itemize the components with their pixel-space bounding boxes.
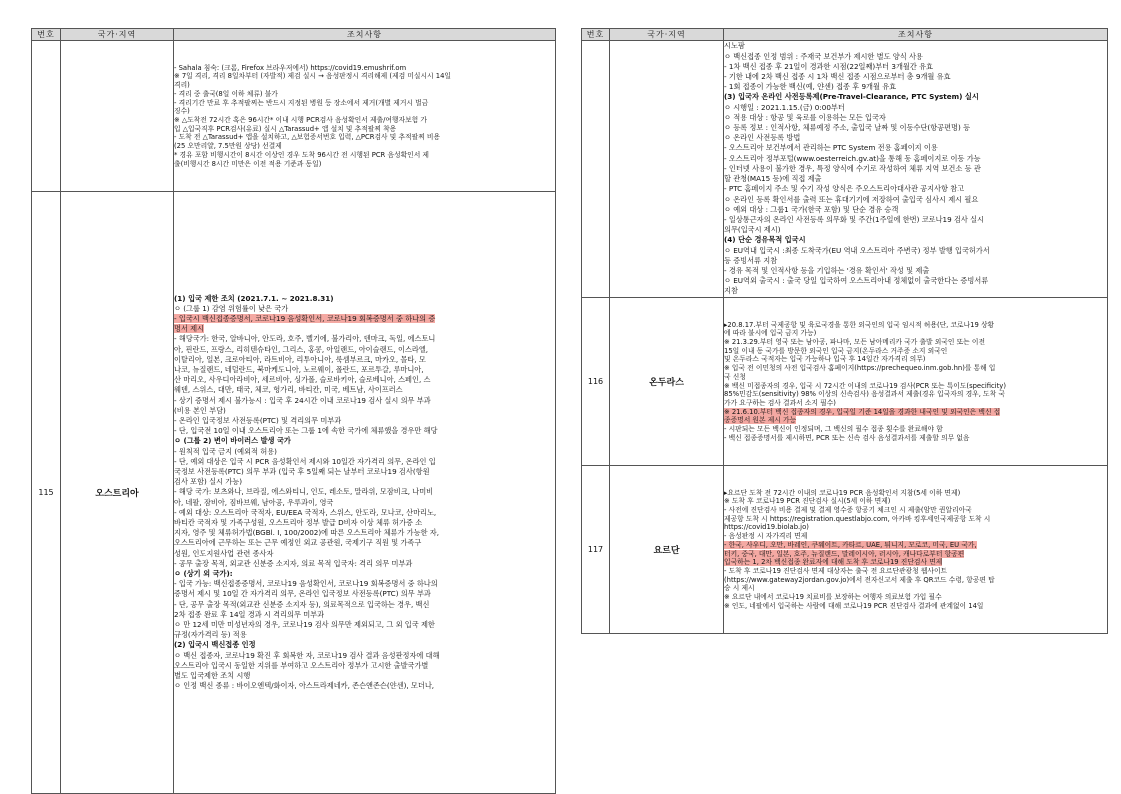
measure-line: - 1회 접종이 가능한 백신(예, 얀센) 접종 후 9개월 유효 <box>724 82 897 92</box>
measure-line-row <box>174 518 555 528</box>
row-country: 온두라스 <box>610 298 724 466</box>
measure-line: 시노팜 <box>724 41 745 51</box>
measure-line: 국 신청 <box>724 372 746 381</box>
row-num: 115 <box>32 192 61 794</box>
row-measures-cell <box>724 466 1108 634</box>
measure-line-row <box>724 113 1107 123</box>
table-header-row <box>32 29 556 41</box>
measure-line-row <box>724 515 1107 524</box>
table-header-row <box>582 29 1108 41</box>
measure-line: (https://www.gateway2jordan.gov.jo)에서 전자신고서 제출 후 QR코드 수령, 항공편 탑 <box>724 575 995 584</box>
measure-line-row <box>174 324 555 334</box>
measure-line-row <box>724 82 1107 92</box>
measure-line: 입 △입국직후 PCR검사(유료) 실시 △Tarassud+ 앱 설치 및 추적팔찌 착용 <box>174 124 397 133</box>
measure-line-row <box>174 538 555 548</box>
measure-line: 격리) <box>174 81 190 90</box>
measure-line: ※ 입국 전 이민청의 사전 입국검사 홈페이지(https://prechequeo.inm.gob.hn)를 통해 입 <box>724 364 996 373</box>
measure-line-row <box>724 541 1107 550</box>
measure-line-row <box>724 506 1107 515</box>
measure-line: - Sahala 침숙: (크롬, Firefox 브라우저에서) https://covid19.emushrif.om <box>174 63 407 72</box>
measure-line-row <box>174 630 555 640</box>
measure-line-row <box>724 347 1107 356</box>
measure-line: - 해당국가: 한국, 알바니아, 안도라, 호주, 벨기에, 불가리아, 덴마크, 독일, 에스토니 <box>174 334 436 344</box>
measure-line: 성원, 인도지원사업 관련 종사자 <box>174 548 274 558</box>
row-num: 116 <box>582 298 610 466</box>
measure-line: ▸20.8.17.부터 국제공항 및 육로국경을 통한 외국인의 입국 임시적 허용(단, 코로나19 상황 <box>724 320 995 329</box>
measure-line: - 일상통근자의 온라인 사전등록 의무화 및 주간(1주일에 한번) 코로나19 검사 실시 <box>724 214 985 224</box>
measure-line-row <box>174 345 555 355</box>
measure-line-row <box>724 246 1107 256</box>
measure-line-row <box>174 457 555 467</box>
measure-line: ㅇ EU역외 출국시 : 출국 당일 입국하여 오스트리아내 정체없이 출국한다는 증빙서류 <box>724 276 989 286</box>
measure-line-row <box>174 133 555 142</box>
measure-line: - 단, 공무 출장 목적(외교관 신분증 소지자 등), 의료목적으로 입국하는 경우, 백신 <box>174 599 430 609</box>
measure-line: - 도착 후 코로나19 진단검사 면제 대상자는 출국 전 요르단관광청 웹사이트 <box>724 566 948 575</box>
table-row <box>582 466 1108 634</box>
measure-line: 제공항 도착 시 https://registration.questlabjo.com, 아카바 킹후세인국제공항 도착 시 <box>724 514 991 523</box>
measure-line-row <box>174 600 555 610</box>
measure-line-row <box>724 164 1107 174</box>
measure-line: 할 관청(MA15 등)에 직접 제출 <box>724 174 822 184</box>
measure-line: 증명서 제시 및 10일 간 자가격리 의무, 온라인 입국정보 사전등록(PTC) 의무 부과 <box>174 589 431 599</box>
measure-line-row <box>174 365 555 375</box>
measure-line-row <box>174 107 555 116</box>
table-row <box>582 298 1108 466</box>
measure-line: ※ 도착 후 코로나19 PCR 진단검사 실시(5세 이하 면제) <box>724 497 891 506</box>
measure-line: ㅇ 온라인 등록 확인서를 출력 또는 휴대기기에 저장하여 출입국 심사시 제시 필요 <box>724 194 979 204</box>
measure-line-row <box>174 81 555 90</box>
measure-line-row <box>724 373 1107 382</box>
row-num: 117 <box>582 466 610 634</box>
header-measures: 조치사항 <box>174 29 556 41</box>
measure-line: - 입국 가능: 백신접종증명서, 코로나19 음성확인서, 코로나19 회복증명서 중 하나의 <box>174 579 438 589</box>
measure-line: https://covid19.biolab.jo) <box>724 523 809 532</box>
measure-line-row <box>174 396 555 406</box>
measure-line: 오스트리아에 근무하는 또는 근무 예정인 외교 공관원, 국제기구 직원 및 가족구 <box>174 538 422 548</box>
measure-line-row <box>174 559 555 569</box>
measure-line: 터키, 중국, 대만, 일본, 호주, 뉴질랜드, 말레이시아, 러시아, 캐나다로부터 항공편 <box>724 549 965 558</box>
measure-line: ㅇ (상기 외 국가): <box>174 569 233 579</box>
measure-line-row <box>724 489 1107 498</box>
measure-line: ※ 요르단 내에서 코로나19 치료비를 보장하는 여행자 의료보험 가입 필수 <box>724 593 942 602</box>
measure-line: ㅇ (그룹 2) 변이 바이러스 발생 국가 <box>174 436 291 446</box>
measure-line: - 1차 백신 접종 후 21일이 경과한 시점(22일째)부터 3개월간 유효 <box>724 61 933 71</box>
measure-line: (4) 단순 경유목적 입국시 <box>724 235 806 245</box>
measure-line: 출(비행시간 8시간 미만은 이전 적용 기준과 동일) <box>174 159 322 168</box>
measure-line-row <box>724 215 1107 225</box>
measure-line-row <box>724 416 1107 425</box>
measure-line: ▸요르단 도착 전 72시간 이내의 코로나19 PCR 음성확인서 지참(5세 이하 면제) <box>724 488 961 497</box>
header-country: 국가·지역 <box>61 29 174 41</box>
measure-line-row <box>174 385 555 395</box>
measure-line: - 시판되는 모든 백신이 인정되며, 그 백신의 필수 접종 횟수를 완료해야 함 <box>724 425 943 434</box>
measure-line-row <box>174 620 555 630</box>
measure-line-row <box>724 355 1107 364</box>
row-country-cell <box>61 41 174 192</box>
measure-line: 산 마리오, 사우디아라비아, 세르비아, 싱가폴, 슬로바키아, 슬로베니아, 스페인, 스 <box>174 375 431 385</box>
measure-line-row <box>174 151 555 160</box>
measure-line: 의무(입국시 제시) <box>724 225 781 235</box>
measure-line-row <box>174 640 555 650</box>
measure-line: - 격리기간 만료 후 추적팔찌는 반드시 지정된 병원 등 장소에서 제거(개별 제거시 벌금 <box>174 98 429 107</box>
measure-line: - 격리 중 출국(8일 이하 체류) 불가 <box>174 89 278 98</box>
measure-line-row <box>724 174 1107 184</box>
measure-line-row <box>174 498 555 508</box>
measure-line: ㅇ 예외 대상 : 그룹1 국가(한국 포함) 및 단순 경유 승객 <box>724 204 899 214</box>
measure-line: ※ 백신 미접종자의 경우, 입국 시 72시간 이내의 코로나19 검사(PCR 또는 특이도(specificity) <box>724 381 1006 390</box>
measure-line-row <box>724 235 1107 245</box>
measure-line: 2차 접종 완료 후 14일 경과 시 격리의무 미부과 <box>174 609 325 619</box>
measure-line: - 인터넷 사용이 불가한 경우, 특정 양식에 수기로 작성하여 체류 지역 보건소 등 관 <box>724 163 981 173</box>
row-measures-cell <box>724 298 1108 466</box>
measure-line: 85%민감도(sensitivity) 98% 이상의 신속검사) 음성결과서 제출(경유 입국자의 경우, 도착 국 <box>724 390 1005 399</box>
measure-line: - 단, 입국전 10일 이내 오스트리아 또는 그룹 1에 속한 국가에 체류했을 경우만 해당 <box>174 426 438 436</box>
measure-line-row <box>724 576 1107 585</box>
measure-line-row <box>174 549 555 559</box>
measure-line: - 경유 목적 및 인적사항 등을 기입하는 '경유 확인서' 작성 및 제출 <box>724 265 930 275</box>
measure-line-row <box>724 92 1107 102</box>
measure-line: 징수) <box>174 107 190 116</box>
measure-line: ㅇ EU역내 입국시 :최종 도착국가(EU 역내 오스트리아 주변국) 정부 발행 입국허가서 <box>724 245 990 255</box>
measure-line-row <box>174 294 555 304</box>
measure-line-row <box>724 41 1107 51</box>
measure-line-row <box>724 399 1107 408</box>
measure-line: 검사 포함) 실시 가능) <box>174 477 243 487</box>
measure-line-row <box>174 90 555 99</box>
measure-line: - 도착 전 △Tarassud+ 앱을 설치하고, △보험증서번호 입력, △PCR검사 및 추적팔찌 비용 <box>174 133 441 142</box>
measure-line-row <box>724 184 1107 194</box>
measure-line-row <box>724 123 1107 133</box>
measure-line-row <box>174 610 555 620</box>
measure-line: 승 시 제시 <box>724 584 755 593</box>
measure-line-row <box>724 550 1107 559</box>
measure-line: 지참 <box>724 286 738 296</box>
measure-line: 국정보 사전등록(PTC) 의무 부과 (입국 후 5일째 되는 날부터 코로나19 검사(항원 <box>174 466 430 476</box>
measure-line-row <box>724 425 1107 434</box>
measure-line: ※ △도착전 72시간 혹은 96시간* 이내 시행 PCR검사 음성확인서 제출/여행자보험 가 <box>174 116 427 124</box>
measure-line-row <box>724 602 1107 611</box>
measure-line-row <box>724 225 1107 235</box>
measure-line-row <box>174 477 555 487</box>
measure-line: - 공무 출장 목적, 외교관 신분증 소지자, 의료 목적 입국자: 격리 의무 미부과 <box>174 558 413 568</box>
measure-line-row <box>174 569 555 579</box>
header-measures: 조치사항 <box>724 29 1108 41</box>
measure-line-row <box>724 52 1107 62</box>
measure-line: ※ 21.6.10.부터 백신 접종자의 경우, 입국일 기준 14일을 경과한 내국인 및 외국인은 백신 접 <box>724 407 1001 416</box>
measure-line: 별도 입국제한 조치 시행 <box>174 671 251 681</box>
measure-line-row <box>174 355 555 365</box>
row-country <box>610 41 724 298</box>
measure-line-row <box>174 406 555 416</box>
measure-line: - 오스트리아 보건부에서 관리하는 PTC System 전용 홈페이지 이용 <box>724 143 938 153</box>
measure-line-row <box>174 426 555 436</box>
measure-line-row <box>724 321 1107 330</box>
measure-line: ㅇ 인정 백신 종류 : 바이오엔텍/화이자, 아스트라제네카, 존슨앤존슨(얀센), 모더나, <box>174 681 435 691</box>
measure-line: - 예외 대상: 오스트리아 국적자, EU/EEA 국적자, 스위스, 안도라, 모나코, 산마리노, <box>174 507 437 517</box>
measure-line: 등 증빙서류 지참 <box>724 255 778 265</box>
measure-line: ㅇ 만 12세 미만 미성년자의 경우, 코로나19 검사 의무만 제외되고, 그 외 입국 제한 <box>174 620 435 630</box>
row-measures-cell <box>724 41 1108 298</box>
measure-line: ㅇ 적용 대상 : 항공 및 육로를 이용하는 모든 입국자 <box>724 112 886 122</box>
measure-line-row <box>724 338 1107 347</box>
header-num: 번호 <box>582 29 610 41</box>
measure-line-row <box>724 62 1107 72</box>
measure-line: 이탈리아, 일본, 크로아티아, 라트비아, 리투아니아, 룩셈부르크, 마카오, 몰타, 모 <box>174 354 426 364</box>
measure-line-row <box>174 467 555 477</box>
measure-line-row <box>174 661 555 671</box>
measure-line-row <box>724 390 1107 399</box>
measure-line: ※ 7일 격리, 격리 8일차부터 (자발적) 제검 실시 → 음성판정시 격리해제 (제검 미실시시 14일 <box>174 72 451 81</box>
measure-line-row <box>724 497 1107 506</box>
measure-line-row <box>724 154 1107 164</box>
row-country: 오스트리아 <box>61 192 174 794</box>
measure-line: 규정(자가격리 등) 적용 <box>174 630 247 640</box>
measure-line: * 경유 포함 비행시간이 8시간 이상인 경우 도착 96시간 전 시행된 PCR 음성확인서 제 <box>174 150 429 159</box>
table-row <box>32 192 556 794</box>
measure-line-row <box>724 382 1107 391</box>
measure-line: 웨덴, 스위스, 대만, 태국, 체코, 헝가리, 바티칸, 미국, 베트남, 사이프러스 <box>174 385 403 395</box>
measure-line-row <box>174 375 555 385</box>
header-num: 번호 <box>32 29 61 41</box>
measure-line-row <box>174 528 555 538</box>
measure-line: - 해당 국가: 보츠와나, 브라질, 에스와티니, 인도, 레소토, 말라위, 모잠비크, 나미비 <box>174 487 434 497</box>
measure-line-row <box>174 116 555 125</box>
measure-line: 지자, 영주 및 체류허가법(BGBl. I, 100/2002)에 따른 오스트리아 체류가 가능한 자, <box>174 528 440 538</box>
measure-line-row <box>724 143 1107 153</box>
measure-line: 15일 이내 동 국가를 방문한 외국인 입국 금지(온두라스 거주증 소지 외국인 <box>724 346 948 355</box>
measure-line-row <box>724 266 1107 276</box>
measure-line: (1) 입국 제한 조치 (2021.7.1. ~ 2021.8.31) <box>174 293 334 303</box>
measure-line-row <box>174 125 555 134</box>
row-num <box>582 41 610 298</box>
measure-line-row <box>174 64 555 73</box>
measure-line-row <box>724 567 1107 576</box>
row-measures-cell <box>174 41 556 192</box>
measure-line: 명서 제시 <box>174 324 205 334</box>
measure-line-row <box>174 487 555 497</box>
table-row <box>582 41 1108 298</box>
measure-line-row <box>174 72 555 81</box>
measure-line: 아, 핀란드, 프랑스, 리히텐슈타인, 그리스, 홍콩, 아일랜드, 아이슬랜드, 이스라엘, <box>174 344 429 354</box>
measure-line: - 입국시 백신접종증명서, 코로나19 음성확인서, 코로나19 회복증명서 중 하나의 증 <box>174 313 436 323</box>
measure-line: - 기한 내에 2차 백신 접종 시 1차 백신 접종 시점으로부터 총 9개월 유효 <box>724 72 951 82</box>
row-num-cell <box>32 41 61 192</box>
measure-line-row <box>174 589 555 599</box>
measure-line-row <box>724 364 1107 373</box>
measure-line-row <box>174 160 555 169</box>
measure-line-row <box>724 205 1107 215</box>
measure-line-row <box>174 142 555 151</box>
measure-line: ㅇ 백신 접종자, 코로나19 확진 후 회복한 자, 코로나19 검사 결과 음성판정자에 대해 <box>174 650 440 660</box>
measure-line: - 원칙적 입국 금지 (예외적 허용) <box>174 446 277 456</box>
measure-line-row <box>174 99 555 108</box>
measure-line-row <box>174 334 555 344</box>
measure-line-row <box>724 276 1107 286</box>
measure-line-row <box>724 523 1107 532</box>
measure-line: - 사전에 진단검사 비용 결제 및 결제 영수증 항공기 체크인 시 제출(암만 퀸알리아국 <box>724 505 972 514</box>
measure-line: 에 따라 불시에 입국 금지 가능) <box>724 329 817 338</box>
measure-line-row <box>174 304 555 314</box>
measure-line-row <box>724 434 1107 443</box>
measure-line-row <box>724 256 1107 266</box>
measure-line: 가가 요구하는 검사 결과서 소지 필수) <box>724 398 836 407</box>
measure-line: - 백신 접종증명서를 제시하면, PCR 또는 신속 검사 음성결과서를 제출할 의무 없음 <box>724 433 970 442</box>
measure-line: - 상기 증명서 제시 불가능시 : 입국 후 24시간 이내 코로나19 검사 실시 의무 부과 <box>174 395 431 405</box>
measure-line: (3) 입국자 온라인 사전등록제(Pre-Travel-Clearance, PTC System) 실시 <box>724 92 979 102</box>
measure-line-row <box>724 593 1107 602</box>
right-measures-table <box>581 28 1108 634</box>
measure-line-row <box>174 681 555 691</box>
header-country: 국가·지역 <box>610 29 724 41</box>
measure-line: ㅇ (그룹 1) 감염 위험률이 낮은 국가 <box>174 303 289 313</box>
measure-line: - 음성판정 시 자가격리 면제 <box>724 532 808 541</box>
measure-line-row <box>724 286 1107 296</box>
measure-line-row <box>174 651 555 661</box>
measure-line: ※ 인도, 네팔에서 입국하는 사람에 대해 코로나19 PCR 진단검사 결과에 관계없이 14일 <box>724 601 984 610</box>
measure-line-row <box>724 133 1107 143</box>
measure-line-row <box>724 558 1107 567</box>
measure-line-row <box>174 579 555 589</box>
measure-line-row <box>174 671 555 681</box>
measure-line: 및 온두라스 국적자는 입국 가능하나 입국 후 14일간 자가격리 의무) <box>724 355 926 364</box>
row-measures-cell <box>174 192 556 794</box>
measure-line: - 한국, 사우디, 오만, 바레인, 쿠웨이트, 카타르, UAE, 튀니지, 모로코, 미국, EU 국가, <box>724 540 977 549</box>
measure-line-row <box>724 329 1107 338</box>
measure-line: 종증명서 원본 제시 가능 <box>724 416 797 425</box>
measure-line: (25 오만리얄, 7.5만원 상당) 선결제 <box>174 142 282 151</box>
measure-line: ㅇ 온라인 사전등록 방법 <box>724 133 801 143</box>
measure-line-row <box>724 195 1107 205</box>
measure-line-row <box>174 436 555 446</box>
measure-line: - 온라인 입국정보 사전등록(PTC) 및 격리의무 미부과 <box>174 415 342 425</box>
measure-line: ㅇ 시행일 : 2021.1.15.(금) 0:00부터 <box>724 102 845 112</box>
measure-line: 오스트리아 입국시 동일한 지위를 부여하고 오스트리아 정부가 고시한 출발국가별 <box>174 660 429 670</box>
measure-line-row <box>174 314 555 324</box>
left-measures-table <box>31 28 556 794</box>
measure-line: - PTC 홈페이지 주소 및 수기 작성 양식은 주오스트리아대사관 공지사항 참고 <box>724 184 965 194</box>
measure-line-row <box>724 408 1107 417</box>
measure-line: - 단, 예외 대상은 입국 시 PCR 음성확인서 제시와 10일간 자가격리 의무, 온라인 입 <box>174 456 436 466</box>
row-country: 요르단 <box>610 466 724 634</box>
measure-line: 나코, 뉴질랜드, 네덜란드, 북마케도니아, 노르웨이, 폴란드, 포르투갈, 루마니아, <box>174 364 424 374</box>
measure-line-row <box>174 508 555 518</box>
table-row <box>32 41 556 192</box>
measure-line: ㅇ 백신접종 인정 범위 : 주재국 보건부가 제시한 별도 양식 사용 <box>724 51 923 61</box>
measure-line: - 오스트리아 정부포털(www.oesterreich.gv.at)을 통해 동 홈페이지로 이동 가능 <box>724 153 981 163</box>
measure-line: 입국하는 1, 2차 백신접종 완료자에 대해 도착 후 코로나19 진단검사 면제 <box>724 558 943 567</box>
measure-line: 아, 네팔, 잠비아, 짐바브웨, 남아공, 우루과이, 영국 <box>174 497 334 507</box>
measure-line-row <box>174 447 555 457</box>
measure-line: (비용 본인 부담) <box>174 405 226 415</box>
measure-line-row <box>724 103 1107 113</box>
measure-line-row <box>724 72 1107 82</box>
measure-line: 바티칸 국적자 및 가족구성원, 오스트리아 정부 발급 D비자 이상 체류 허가증 소 <box>174 518 423 527</box>
measure-line-row <box>174 416 555 426</box>
measure-line: ※ 21.3.29.부터 영국 또는 남아공, 파나마, 모든 남아메리카 국가 출발 외국인 또는 이전 <box>724 337 986 346</box>
measure-line-row <box>724 532 1107 541</box>
measure-line: (2) 입국시 백신접종 인정 <box>174 640 256 650</box>
measure-line-row <box>724 584 1107 593</box>
measure-line: ㅇ 등록 정보 : 인적사항, 체류예정 주소, 출입국 날짜 및 이동수단(항공편명) 등 <box>724 123 971 133</box>
